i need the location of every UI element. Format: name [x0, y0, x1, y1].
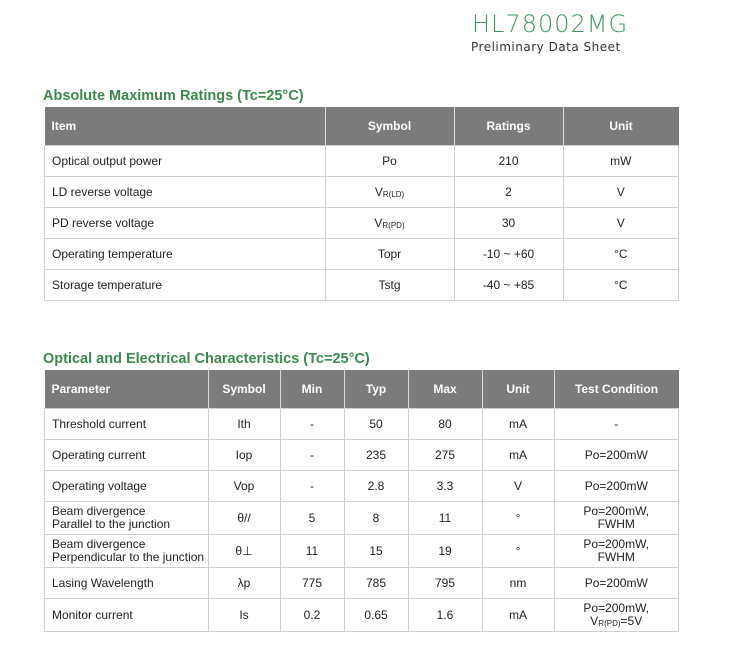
unit-cell: mA	[482, 440, 554, 471]
symbol-cell: θ//	[208, 502, 280, 535]
symbol-text: Tstg	[378, 278, 401, 292]
table-row	[45, 208, 679, 239]
document-title: HL78002MG	[472, 10, 629, 38]
test-condition-cell	[554, 502, 679, 535]
parameter-line: Lasing Wavelength	[52, 576, 154, 590]
parameter-cell	[45, 409, 209, 440]
table-row	[45, 146, 679, 177]
table-row	[45, 568, 679, 599]
parameter-cell	[45, 568, 209, 599]
column-header-typ: Typ	[344, 370, 408, 409]
condition-line: FWHM	[597, 550, 635, 564]
condition-line: -	[614, 417, 619, 431]
min-cell: 775	[280, 568, 344, 599]
unit-cell: °C	[563, 239, 679, 270]
item-cell: Optical output power	[45, 146, 326, 177]
column-header-unit: Unit	[563, 107, 679, 146]
table-row	[45, 471, 679, 502]
condition-line: Po=200mW	[584, 479, 648, 493]
optical-section-title: Optical and Electrical Characteristics (Tc=25°C)	[43, 351, 370, 367]
rating-cell: -40 ~ +85	[454, 270, 563, 301]
parameter-cell	[45, 502, 209, 535]
table-row	[45, 535, 679, 568]
item-cell: Storage temperature	[45, 270, 326, 301]
symbol-text: V	[374, 216, 383, 230]
max-cell: 275	[408, 440, 482, 471]
max-cell: 1.6	[408, 599, 482, 632]
min-cell: 5	[280, 502, 344, 535]
table-row	[45, 409, 679, 440]
column-header-item: Item	[45, 107, 326, 146]
parameter-cell	[45, 599, 209, 632]
typ-cell: 0.65	[344, 599, 408, 632]
rating-cell: 30	[454, 208, 563, 239]
symbol-text: Po	[382, 154, 397, 168]
column-header-symbol: Symbol	[325, 107, 454, 146]
parameter-line: Parallel to the junction	[52, 517, 171, 531]
typ-cell: 15	[344, 535, 408, 568]
unit-cell: °	[482, 535, 554, 568]
parameter-line: Threshold current	[52, 417, 147, 431]
unit-cell: nm	[482, 568, 554, 599]
test-condition-cell	[554, 471, 679, 502]
max-cell: 11	[408, 502, 482, 535]
symbol-cell	[325, 208, 454, 239]
symbol-cell: Ith	[208, 409, 280, 440]
unit-cell: V	[563, 177, 679, 208]
symbol-cell	[325, 146, 454, 177]
test-condition-cell	[554, 409, 679, 440]
max-cell: 795	[408, 568, 482, 599]
parameter-line: Monitor current	[52, 608, 133, 622]
test-condition-cell	[554, 568, 679, 599]
condition-subscript: R(PD)	[598, 618, 621, 628]
symbol-cell: Iop	[208, 440, 280, 471]
table-row	[45, 239, 679, 270]
condition-line: Po=200mW	[584, 576, 648, 590]
min-cell: -	[280, 471, 344, 502]
table-header-row	[45, 107, 679, 146]
rating-cell: 210	[454, 146, 563, 177]
symbol-cell	[325, 177, 454, 208]
item-cell: PD reverse voltage	[45, 208, 326, 239]
typ-cell: 235	[344, 440, 408, 471]
typ-cell: 2.8	[344, 471, 408, 502]
parameter-cell	[45, 440, 209, 471]
table-row	[45, 502, 679, 535]
min-cell: -	[280, 440, 344, 471]
unit-cell: °C	[563, 270, 679, 301]
condition-line: Po=200mW,	[583, 600, 650, 615]
condition-line: Po=200mW,	[583, 504, 650, 518]
symbol-text: V	[374, 185, 383, 199]
test-condition-cell	[554, 535, 679, 568]
test-condition-cell	[554, 599, 679, 632]
optical-electrical-table	[44, 370, 679, 632]
document-subtitle: Preliminary Data Sheet	[471, 40, 621, 54]
unit-cell: mA	[482, 599, 554, 632]
table-row	[45, 599, 679, 632]
parameter-line: Perpendicular to the junction	[52, 550, 205, 564]
column-header-max: Max	[408, 370, 482, 409]
condition-line: Po=200mW	[584, 448, 648, 462]
test-condition-cell	[554, 440, 679, 471]
abs-max-section-title: Absolute Maximum Ratings (Tc=25°C)	[43, 88, 304, 104]
parameter-cell	[45, 471, 209, 502]
symbol-cell	[325, 270, 454, 301]
symbol-cell: λp	[208, 568, 280, 599]
parameter-cell	[45, 535, 209, 568]
condition-line: FWHM	[597, 517, 635, 531]
typ-cell: 50	[344, 409, 408, 440]
column-header-unit: Unit	[482, 370, 554, 409]
column-header-test-condition: Test Condition	[554, 370, 679, 409]
unit-cell: V	[482, 471, 554, 502]
table-row	[45, 177, 679, 208]
table-header-row	[45, 370, 679, 409]
item-cell: LD reverse voltage	[45, 177, 326, 208]
column-header-symbol: Symbol	[208, 370, 280, 409]
condition-line: Po=200mW,	[583, 537, 650, 551]
parameter-line: Beam divergence	[52, 537, 146, 551]
table-row	[45, 440, 679, 471]
typ-cell: 8	[344, 502, 408, 535]
max-cell: 3.3	[408, 471, 482, 502]
abs-max-table	[44, 107, 679, 301]
symbol-cell: Is	[208, 599, 280, 632]
condition-text: V	[590, 613, 599, 628]
max-cell: 19	[408, 535, 482, 568]
condition-text: =5V	[620, 613, 643, 628]
unit-cell: °	[482, 502, 554, 535]
symbol-text: Topr	[377, 247, 402, 261]
parameter-line: Operating current	[52, 448, 146, 462]
unit-cell: mA	[482, 409, 554, 440]
parameter-line: Beam divergence	[52, 504, 146, 518]
min-cell: 11	[280, 535, 344, 568]
unit-cell: mW	[563, 146, 679, 177]
rating-cell: 2	[454, 177, 563, 208]
parameter-line: Operating voltage	[52, 479, 147, 493]
symbol-subscript: R(LD)	[382, 190, 405, 199]
column-header-ratings: Ratings	[454, 107, 563, 146]
symbol-cell	[325, 239, 454, 270]
max-cell: 80	[408, 409, 482, 440]
unit-cell: V	[563, 208, 679, 239]
symbol-subscript: R(PD)	[382, 221, 405, 230]
item-cell: Operating temperature	[45, 239, 326, 270]
min-cell: 0.2	[280, 599, 344, 632]
condition-line	[555, 615, 679, 629]
symbol-cell: θ⊥	[208, 535, 280, 568]
symbol-cell: Vop	[208, 471, 280, 502]
typ-cell: 785	[344, 568, 408, 599]
min-cell: -	[280, 409, 344, 440]
rating-cell: -10 ~ +60	[454, 239, 563, 270]
table-row	[45, 270, 679, 301]
column-header-min: Min	[280, 370, 344, 409]
column-header-parameter: Parameter	[45, 370, 209, 409]
